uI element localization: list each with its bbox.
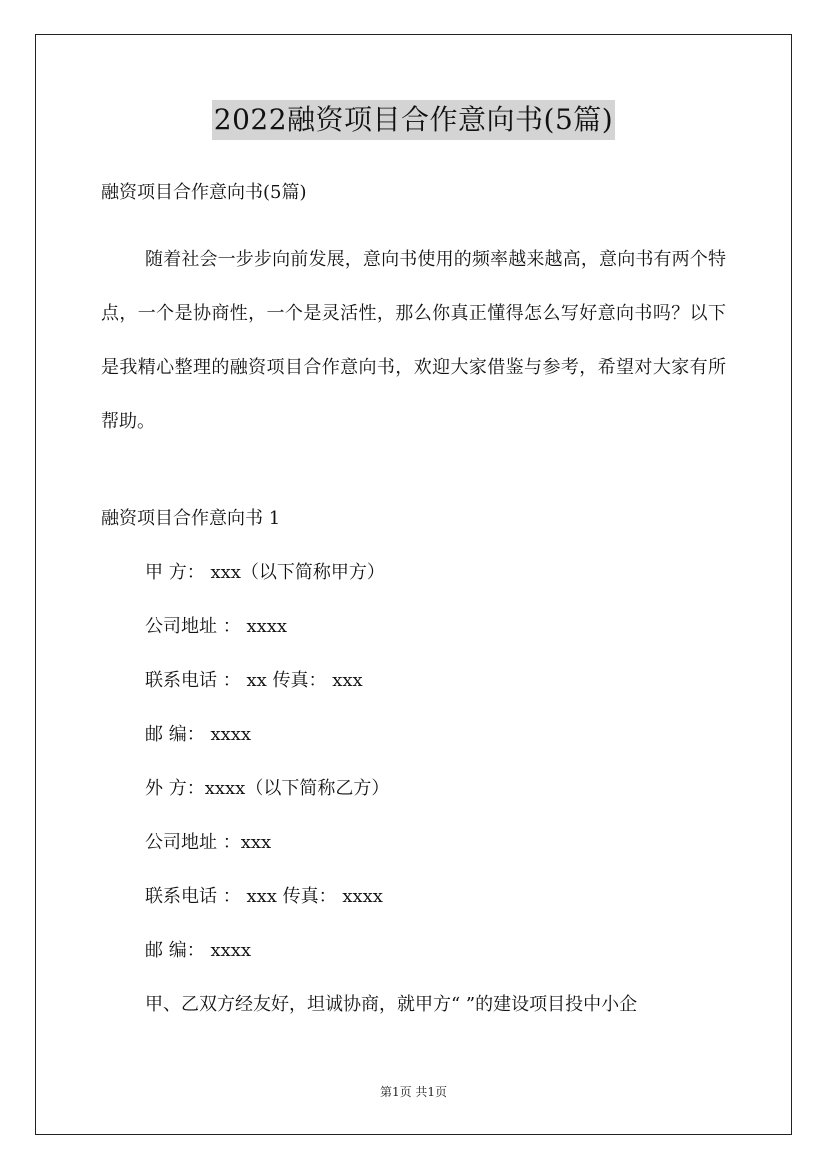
party-a-address: 公司地址 ： xxxx xyxy=(145,616,288,637)
party-a-postcode: 邮 编： xxxx xyxy=(145,724,252,745)
title-container xyxy=(0,100,827,140)
party-b-address: 公司地址 ：xxx xyxy=(145,832,272,853)
intro-paragraph: 随着社会一步步向前发展，意向书使用的频率越来越高，意向书有两个特点，一个是协商性，一个是灵活性，那么你真正懂得怎么写好意向书吗？以下是我精心整理的融资项目合作意向书，欢迎大家借鉴与参考，希望对大家有所帮助。 xyxy=(101,249,726,432)
document-subtitle: 融资项目合作意向书(5篇) xyxy=(101,182,307,203)
party-b-phone-fax: 联系电话 ： xxx 传真： xxxx xyxy=(145,886,383,907)
page-footer: 第1页 共1页 xyxy=(379,1085,448,1099)
document-title: 2022融资项目合作意向书(5篇) xyxy=(212,100,615,140)
party-b-postcode: 邮 编： xxxx xyxy=(145,940,252,961)
party-b-line: 外 方：xxxx（以下简称乙方） xyxy=(145,778,390,799)
party-a-phone-fax: 联系电话 ： xx 传真： xxx xyxy=(145,670,363,691)
section-heading: 融资项目合作意向书 1 xyxy=(101,508,281,529)
agreement-opening-line: 甲、乙双方经友好，坦诚协商，就甲方“ ”的建设项目投中小企 xyxy=(145,994,638,1015)
party-a-line: 甲 方： xxx（以下简称甲方） xyxy=(145,562,385,583)
